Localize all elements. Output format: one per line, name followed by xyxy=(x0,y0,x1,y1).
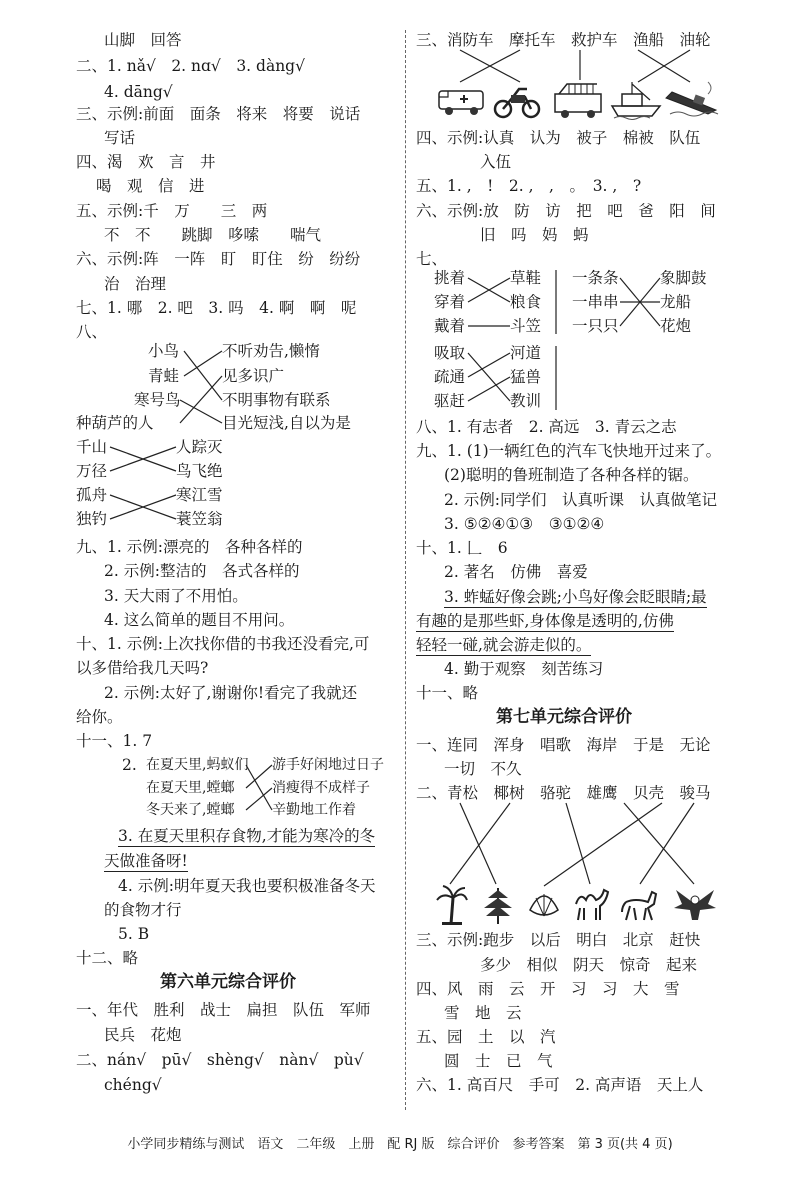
match-line xyxy=(468,278,510,302)
answer-line: 治 治理 xyxy=(104,275,167,293)
answer-line: 3. 天大雨了不用怕。 xyxy=(104,587,248,605)
answer-line: 3. ⑤②④①③ ③①②④ xyxy=(444,515,605,533)
fishing-boat-icon xyxy=(610,80,662,120)
match-right-item: 教训 xyxy=(510,392,542,410)
answer-line: 五、示例:千 万 三 两 xyxy=(76,202,268,220)
answer-line: 七、 xyxy=(416,250,448,268)
match-left-item: 戴着 xyxy=(434,317,466,335)
match-line xyxy=(460,50,520,82)
match-right-item: 见多识广 xyxy=(222,367,285,385)
answer-line xyxy=(118,826,375,846)
answer-line: 5. B xyxy=(118,925,150,943)
answer-line: 圆 士 已 气 xyxy=(444,1052,553,1070)
match-right-item: 不听劝告,懒惰 xyxy=(222,342,320,360)
match-left-item: 挑着 xyxy=(434,269,466,287)
answer-line: 九、1. (1)一辆红色的汽车飞快地开过来了。 xyxy=(416,442,722,460)
match-line xyxy=(468,377,510,401)
match-right-item: 象脚鼓 xyxy=(660,269,707,287)
answer-line: 十、1. 𠃊 6 xyxy=(416,539,508,557)
match-left-item: 穿着 xyxy=(434,293,466,311)
underlined-answer: 3. 在夏天里积存食物,才能为寒冷的冬 xyxy=(118,827,376,845)
answer-line: 十一、略 xyxy=(416,684,479,702)
match-right-item: 鸟飞绝 xyxy=(176,462,223,480)
answer-line: 4. 示例:明年夏天我也要积极准备冬天 xyxy=(118,877,376,895)
ambulance-icon xyxy=(436,83,488,119)
match-left-item: 吸取 xyxy=(434,344,466,362)
match-line xyxy=(468,353,510,401)
match-right-item: 不明事物有联系 xyxy=(222,391,331,409)
answer-line: 四、渴 欢 言 井 xyxy=(76,153,216,171)
answer-line: 入伍 xyxy=(480,153,512,171)
answer-line: 民兵 花炮 xyxy=(104,1026,182,1044)
match-left-item: 一条条 xyxy=(572,269,619,287)
camel-icon xyxy=(570,884,610,924)
answer-line xyxy=(104,851,188,871)
match-right-item: 游手好闲地过日子 xyxy=(272,757,384,773)
answer-line: 三、示例:前面 面条 将来 将要 说话 xyxy=(76,105,361,123)
answer-line: 给你。 xyxy=(76,708,123,726)
oil-tanker-icon xyxy=(664,80,722,120)
answer-line: 写话 xyxy=(104,129,136,147)
match-right-item: 消瘦得不成样子 xyxy=(272,780,370,796)
answer-line: 4. dāng√ xyxy=(104,83,173,101)
horse-icon xyxy=(620,884,660,924)
match-line xyxy=(468,278,510,302)
match-right-item: 蓑笠翁 xyxy=(176,510,223,528)
match-line xyxy=(460,50,520,82)
match-line xyxy=(184,351,222,400)
match-line xyxy=(640,803,694,884)
match-left-item: 万径 xyxy=(76,462,108,480)
match-line xyxy=(180,376,222,423)
answer-line: (2)聪明的鲁班制造了各种各样的锯。 xyxy=(444,466,699,484)
answer-line: 2. 著名 仿佛 喜爱 xyxy=(444,563,588,581)
answer-line: 一、年代 胜利 战士 扁担 队伍 军师 xyxy=(76,1001,371,1019)
match-line xyxy=(620,278,660,326)
match-line xyxy=(180,400,222,423)
match-right-item: 粮食 xyxy=(510,293,542,311)
underlined-answer: 天做准备呀! xyxy=(104,852,188,870)
match-line xyxy=(246,788,272,810)
match-line xyxy=(566,803,590,884)
answer-line: 七、1. 哪 2. 吧 3. 吗 4. 啊 啊 呢 xyxy=(76,299,357,317)
answer-line xyxy=(416,635,591,655)
pine-tree-icon xyxy=(480,884,516,926)
answer-line: 二、nán√ pū√ shèng√ nàn√ pù√ xyxy=(76,1051,364,1069)
match-left-item: 青蛙 xyxy=(148,367,180,385)
match-line xyxy=(110,495,176,519)
page-footer: 小学同步精练与测试 语文 二年级 上册 配 RJ 版 综合评价 参考答案 第 3 页(共 4 页) xyxy=(127,1137,673,1152)
shell-icon xyxy=(526,886,562,924)
match-left-item: 一串串 xyxy=(572,293,619,311)
match-left-item: 冬天来了,螳螂 xyxy=(146,802,235,818)
answer-line: 九、1. 示例:漂亮的 各种各样的 xyxy=(76,538,303,556)
match-line xyxy=(468,353,510,377)
match-line xyxy=(624,803,694,884)
answer-line: 六、1. 高百尺 手可 2. 高声语 天上人 xyxy=(416,1076,704,1094)
motorcycle-icon xyxy=(493,83,541,119)
match-left-item: 小鸟 xyxy=(148,342,180,360)
underlined-answer: 轻轻一碰,就会游走似的。 xyxy=(416,636,592,654)
underlined-answer: 有趣的是那些虾,身体像是透明的,仿佛 xyxy=(416,612,674,630)
answer-line: 不 不 跳脚 哆嗦 喘气 xyxy=(104,226,322,244)
match-left-item: 寒号鸟 xyxy=(134,391,181,409)
underlined-answer: 3. 蚱蜢好像会跳;小鸟好像会眨眼睛;最 xyxy=(444,588,707,606)
match-right-item: 猛兽 xyxy=(510,368,542,386)
answer-line: 二、青松 椰树 骆驼 雄鹰 贝壳 骏马 xyxy=(416,784,711,802)
answer-line: 二、1. nǎ√ 2. nɑ√ 3. dàng√ xyxy=(76,57,305,75)
match-left-item: 一只只 xyxy=(572,317,619,335)
match-left-item: 独钓 xyxy=(76,510,108,528)
answer-line: 五、1. , ! 2. , , 。 3. , ? xyxy=(416,177,642,195)
match-right-item: 草鞋 xyxy=(510,269,542,287)
match-line xyxy=(110,447,176,471)
answer-line: 2. 示例:整洁的 各式各样的 xyxy=(104,562,300,580)
match-right-item: 目光短浅,自以为是 xyxy=(222,414,351,432)
fire-truck-icon xyxy=(553,80,603,120)
match-line xyxy=(638,50,690,82)
match-line xyxy=(638,50,690,82)
answer-line: 五、园 土 以 汽 xyxy=(416,1028,556,1046)
match-right-item: 辛勤地工作着 xyxy=(272,802,356,818)
answer-line: 山脚 回答 xyxy=(104,31,182,49)
section-heading: 第六单元综合评价 xyxy=(160,972,296,992)
match-line xyxy=(450,803,510,884)
match-right-item: 寒江雪 xyxy=(176,486,223,504)
answer-line: 一、连同 浑身 唱歌 海岸 于是 无论 xyxy=(416,736,711,754)
answer-line: 四、风 雨 云 开 习 习 大 雪 xyxy=(416,980,680,998)
question-number: 2. xyxy=(122,756,137,774)
match-line xyxy=(246,765,272,788)
coconut-tree-icon xyxy=(434,884,468,926)
match-line xyxy=(620,278,660,326)
answer-line: 十、1. 示例:上次找你借的书我还没看完,可 xyxy=(76,635,370,653)
match-left-item: 疏通 xyxy=(434,368,466,386)
match-line xyxy=(246,765,272,810)
answer-line: 4. 这么简单的题目不用问。 xyxy=(104,611,295,629)
answer-line: 八、1. 有志者 2. 高远 3. 青云之志 xyxy=(416,418,677,436)
answer-line: 十二、略 xyxy=(76,949,139,967)
match-right-item: 斗笠 xyxy=(510,317,542,335)
match-left-item: 种葫芦的人 xyxy=(76,414,154,432)
match-left-item: 驱赶 xyxy=(434,392,466,410)
answer-line: 一切 不久 xyxy=(444,760,522,778)
column-divider xyxy=(405,30,406,1110)
answer-line: 十一、1. 7 xyxy=(76,732,153,750)
match-left-item: 千山 xyxy=(76,438,108,456)
answer-line: 六、示例:放 防 访 把 吧 爸 阳 间 xyxy=(416,202,716,220)
match-line xyxy=(544,803,662,886)
match-line xyxy=(460,803,496,884)
answer-line: chéng√ xyxy=(104,1076,162,1094)
answer-line: 以多借给我几天吗? xyxy=(76,659,209,677)
match-left-item: 在夏天里,蚂蚁们 xyxy=(146,757,249,773)
answer-line: 六、示例:阵 一阵 盯 盯住 纷 纷纷 xyxy=(76,250,361,268)
answer-line: 4. 勤于观察 刻苦练习 xyxy=(444,660,604,678)
match-line xyxy=(110,447,176,471)
answer-line: 的食物才行 xyxy=(104,901,182,919)
answer-line: 三、消防车 摩托车 救护车 渔船 油轮 xyxy=(416,31,711,49)
match-line xyxy=(110,495,176,519)
match-left-item: 在夏天里,螳螂 xyxy=(146,780,235,796)
eagle-icon xyxy=(672,882,718,924)
section-heading: 第七单元综合评价 xyxy=(496,707,632,727)
answer-line: 多少 相似 阴天 惊奇 起来 xyxy=(480,956,698,974)
answer-line: 2. 示例:太好了,谢谢你!看完了我就还 xyxy=(104,684,358,702)
answer-line: 雪 地 云 xyxy=(444,1004,522,1022)
match-left-item: 孤舟 xyxy=(76,486,108,504)
match-right-item: 河道 xyxy=(510,344,542,362)
answer-line: 旧 吗 妈 蚂 xyxy=(480,226,589,244)
answer-line xyxy=(444,587,707,607)
match-right-item: 花炮 xyxy=(660,317,692,335)
answer-line xyxy=(416,611,674,631)
answer-line: 八、 xyxy=(76,323,108,341)
answer-line: 三、示例:跑步 以后 明白 北京 赶快 xyxy=(416,931,701,949)
match-right-item: 龙船 xyxy=(660,293,692,311)
answer-line: 四、示例:认真 认为 被子 棉被 队伍 xyxy=(416,129,701,147)
answer-line: 2. 示例:同学们 认真听课 认真做笔记 xyxy=(444,491,717,509)
match-right-item: 人踪灭 xyxy=(176,438,223,456)
answer-line: 喝 观 信 进 xyxy=(96,177,205,195)
match-line xyxy=(184,351,222,376)
